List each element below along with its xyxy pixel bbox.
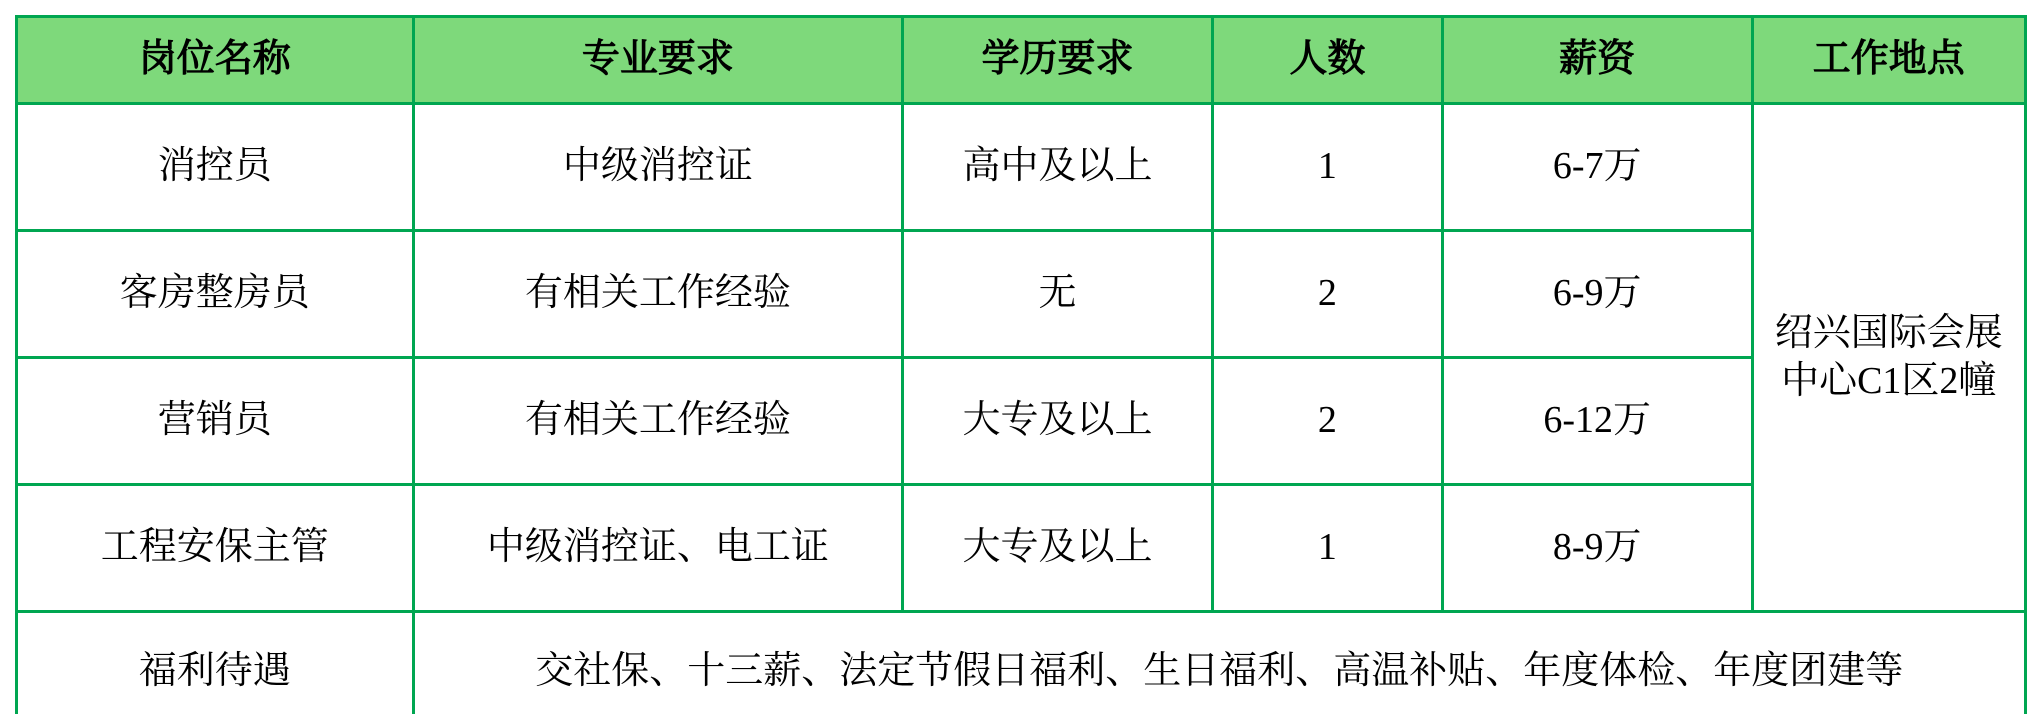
cell-education: 大专及以上 [903,485,1213,612]
cell-count: 2 [1212,358,1442,485]
table-row [17,358,2026,485]
benefits-value: 交社保、十三薪、法定节假日福利、生日福利、高温补贴、年度体检、年度团建等 [413,612,2025,714]
cell-major: 有相关工作经验 [413,231,903,358]
cell-position: 客房整房员 [17,231,414,358]
cell-major: 有相关工作经验 [413,358,903,485]
cell-location: 绍兴国际会展中心C1区2幢 [1752,104,2025,612]
header-cell-count: 人数 [1212,17,1442,104]
cell-count: 2 [1212,231,1442,358]
cell-education: 大专及以上 [903,358,1213,485]
cell-salary: 6-12万 [1442,358,1752,485]
table-row [17,104,2026,231]
cell-count: 1 [1212,485,1442,612]
benefits-label: 福利待遇 [17,612,414,714]
table-row [17,231,2026,358]
cell-salary: 6-7万 [1442,104,1752,231]
cell-position: 消控员 [17,104,414,231]
cell-salary: 6-9万 [1442,231,1752,358]
header-cell-position: 岗位名称 [17,17,414,104]
table-row [17,485,2026,612]
header-row [17,17,2026,104]
header-cell-major: 专业要求 [413,17,903,104]
header-cell-location: 工作地点 [1752,17,2025,104]
cell-position: 工程安保主管 [17,485,414,612]
cell-major: 中级消控证、电工证 [413,485,903,612]
cell-major: 中级消控证 [413,104,903,231]
cell-education: 高中及以上 [903,104,1213,231]
cell-salary: 8-9万 [1442,485,1752,612]
cell-education: 无 [903,231,1213,358]
header-cell-education: 学历要求 [903,17,1213,104]
cell-position: 营销员 [17,358,414,485]
header-cell-salary: 薪资 [1442,17,1752,104]
recruitment-table [15,15,2027,714]
cell-count: 1 [1212,104,1442,231]
benefits-row [17,612,2026,714]
